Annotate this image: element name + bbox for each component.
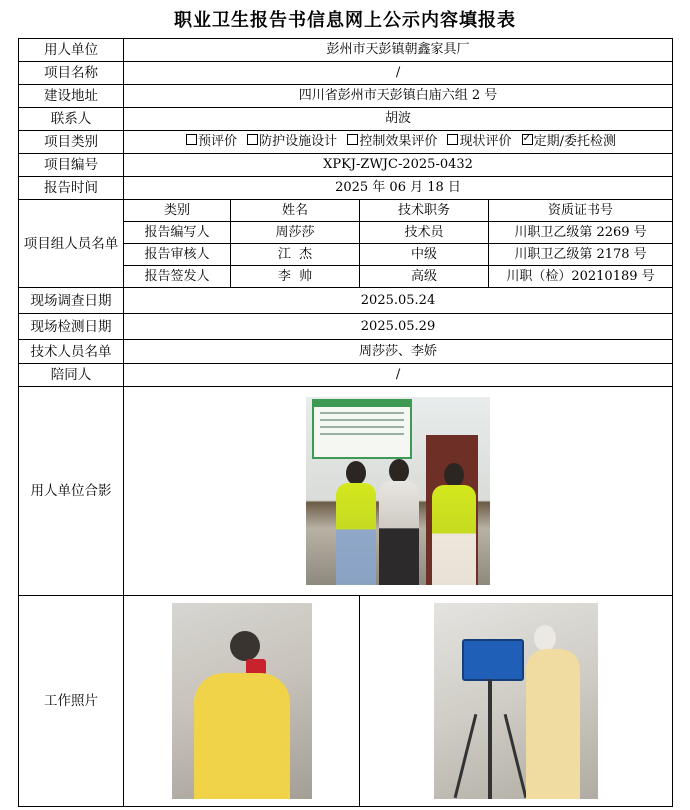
project-name-value: /: [124, 62, 673, 85]
row-project-no: [19, 154, 673, 177]
row-employer: [19, 39, 673, 62]
tripod-leg: [454, 714, 478, 798]
row-escort: [19, 364, 673, 387]
address-label: 建设地址: [19, 85, 124, 108]
group-photo-cell: [124, 387, 673, 596]
person-head: [346, 461, 366, 485]
team-cell: 高级: [360, 266, 489, 288]
row-test-date: [19, 314, 673, 340]
team-cell: 报告审核人: [124, 244, 231, 266]
technicians-value: 周莎莎、李娇: [124, 340, 673, 364]
contact-label: 联系人: [19, 108, 124, 131]
group-photo: [306, 397, 490, 585]
team-header-title: 技术职务: [360, 200, 489, 222]
report-time-value: 2025 年 06 月 18 日: [124, 177, 673, 200]
info-form-table: [18, 38, 673, 807]
contact-value: 胡波: [124, 108, 673, 131]
team-cell: 中级: [360, 244, 489, 266]
row-category: [19, 131, 673, 154]
notice-board: [312, 399, 412, 459]
team-cell: 江 杰: [231, 244, 360, 266]
team-header-cert: 资质证书号: [489, 200, 673, 222]
form-title: 职业卫生报告书信息网上公示内容填报表: [174, 10, 516, 31]
work-photo-cell: [124, 596, 360, 807]
person: [379, 481, 419, 585]
escort-label: 陪同人: [19, 364, 124, 387]
row-report-time: [19, 177, 673, 200]
work-photos-label: 工作照片: [19, 596, 124, 807]
team-header-row: [19, 200, 673, 222]
row-technicians: [19, 340, 673, 364]
option-protection-design: 防护设施设计: [259, 134, 338, 149]
checkbox-pre-eval[interactable]: [186, 134, 197, 145]
team-cell: 报告签发人: [124, 266, 231, 288]
person: [432, 485, 476, 585]
test-date-label: 现场检测日期: [19, 314, 124, 340]
row-contact: [19, 108, 673, 131]
group-photo-label: 用人单位合影: [19, 387, 124, 596]
team-cell: 技术员: [360, 222, 489, 244]
team-header-category: 类别: [124, 200, 231, 222]
team-header-name: 姓名: [231, 200, 360, 222]
project-name-label: 项目名称: [19, 62, 124, 85]
test-date-value: 2025.05.29: [124, 314, 673, 340]
checkbox-protection-design[interactable]: [247, 134, 258, 145]
report-time-label: 报告时间: [19, 177, 124, 200]
team-cell: 李 帅: [231, 266, 360, 288]
checkbox-status-eval[interactable]: [447, 134, 458, 145]
technicians-label: 技术人员名单: [19, 340, 124, 364]
escort-value: /: [124, 364, 673, 387]
category-label: 项目类别: [19, 131, 124, 154]
tripod-leg: [504, 714, 528, 798]
person-head: [444, 463, 464, 487]
option-control-effect: 控制效果评价: [359, 134, 438, 149]
sampler-device: [462, 639, 524, 681]
work-photo: [172, 603, 312, 799]
option-periodic-test: 定期/委托检测: [533, 134, 617, 149]
address-value: 四川省彭州市天彭镇白庙六组 2 号: [124, 85, 673, 108]
option-status-eval: 现状评价: [459, 134, 512, 149]
checkbox-periodic-test[interactable]: [522, 134, 533, 145]
row-work-photos: [19, 596, 673, 807]
person-head: [389, 459, 409, 483]
team-cell: 川职（检）20210189 号: [489, 266, 673, 288]
team-cell: 川职卫乙级第 2178 号: [489, 244, 673, 266]
row-survey-date: [19, 288, 673, 314]
row-address: [19, 85, 673, 108]
person-head: [230, 631, 260, 661]
team-label: 项目组人员名单: [19, 200, 124, 288]
project-no-label: 项目编号: [19, 154, 124, 177]
work-photo: [434, 603, 598, 799]
survey-date-value: 2025.05.24: [124, 288, 673, 314]
project-no-value: XPKJ-ZWJC-2025-0432: [124, 154, 673, 177]
person-head: [534, 625, 556, 651]
employer-value: 彭州市天彭镇朝鑫家具厂: [124, 39, 673, 62]
employer-label: 用人单位: [19, 39, 124, 62]
team-cell: 周莎莎: [231, 222, 360, 244]
work-photo-cell: [360, 596, 673, 807]
row-project-name: [19, 62, 673, 85]
checkbox-control-effect[interactable]: [347, 134, 358, 145]
person: [194, 673, 290, 799]
person: [336, 483, 376, 585]
row-group-photo: [19, 387, 673, 596]
team-cell: 报告编写人: [124, 222, 231, 244]
team-cell: 川职卫乙级第 2269 号: [489, 222, 673, 244]
category-options: [124, 131, 673, 154]
tripod: [488, 679, 492, 799]
person: [526, 649, 580, 799]
option-pre-eval: 预评价: [198, 134, 238, 149]
survey-date-label: 现场调查日期: [19, 288, 124, 314]
